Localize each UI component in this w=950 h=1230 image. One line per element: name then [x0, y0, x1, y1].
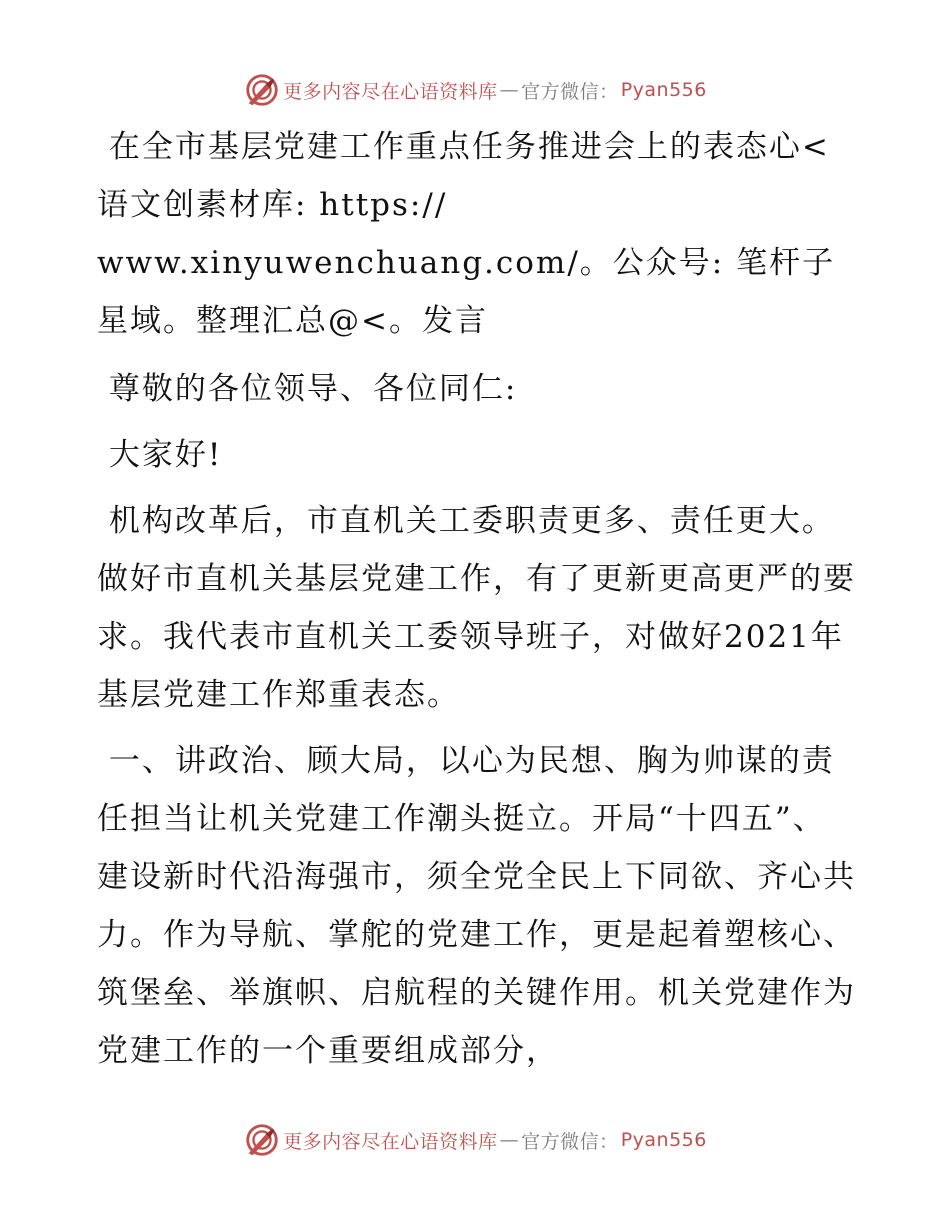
header-watermark [0, 70, 950, 110]
watermark-wechat-id: Pyan556 [620, 1129, 707, 1151]
document-title: 在全市基层党建工作重点任务推进会上的表态心<语文创素材库: https:// www.xinyuwenchuang.com/。公众号: 笔杆子星域。整理汇总@<。发言 [97, 129, 836, 339]
watermark-official-label: 官方微信： [521, 1130, 619, 1153]
document-body [97, 118, 857, 1088]
watermark-wechat-id: Pyan556 [620, 79, 707, 101]
watermark-official-label: 官方微信： [521, 80, 619, 103]
pen-logo-icon [243, 71, 281, 109]
watermark-text: 更多内容尽在心语资料库 [283, 1130, 498, 1153]
salutation: 尊敬的各位领导、各位同仁: [97, 371, 518, 407]
pen-logo-icon [243, 1121, 281, 1159]
greeting: 大家好! [97, 437, 223, 473]
footer-watermark [0, 1120, 950, 1160]
watermark-separator: — [499, 1129, 520, 1151]
paragraph-1: 机构改革后，市直机关工委职责更多、责任更大。做好市直机关基层党建工作，有了更新更高更严的要求。我代表市直机关工委领导班子，对做好2021年基层党建工作郑重表态。 [97, 503, 856, 713]
watermark-separator: — [499, 79, 520, 101]
paragraph-2: 一、讲政治、顾大局，以心为民想、胸为帅谋的责任担当让机关党建工作潮头挺立。开局“十四五”、建设新时代沿海强市，须全党全民上下同欲、齐心共力。作为导航、掌舵的党建工作，更是起着塑核心、筑堡垒、举旗帜、启航程的关键作用。机关党建作为党建工作的一个重要组成部分， [97, 743, 856, 1069]
watermark-text: 更多内容尽在心语资料库 [283, 80, 498, 103]
